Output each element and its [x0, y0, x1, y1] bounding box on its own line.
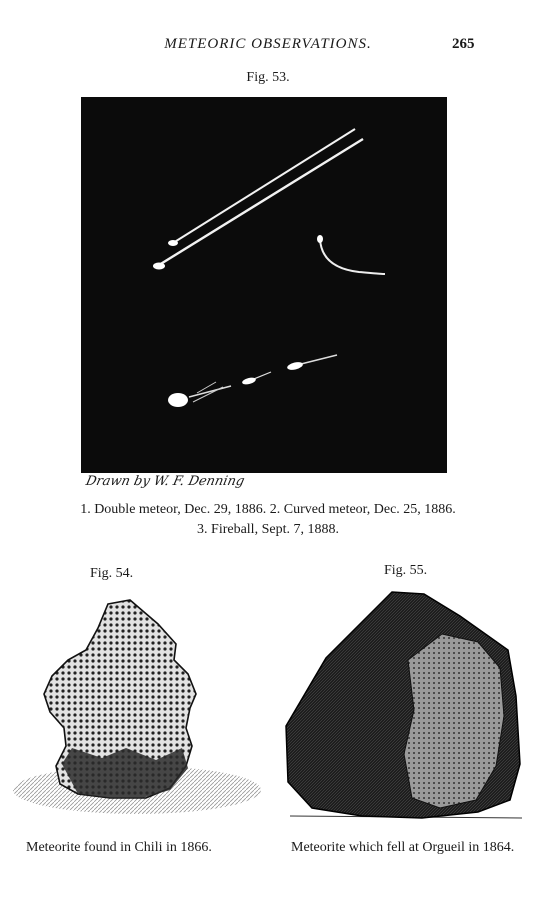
- figure-53-caption-line-1: 1. Double meteor, Dec. 29, 1886. 2. Curved meteor, Dec. 25, 1886.: [80, 502, 456, 517]
- double-meteor-head-upper: [168, 240, 178, 246]
- chili-meteorite-engraving: [6, 598, 268, 828]
- fireball-head: [168, 393, 188, 407]
- running-header: METEORIC OBSERVATIONS.: [164, 36, 372, 52]
- fireball-trail: [168, 355, 337, 407]
- chili-meteorite-drawing: [6, 598, 268, 828]
- curved-meteor-head: [317, 235, 323, 243]
- figure-55-caption: Meteorite which fell at Orgueil in 1864.: [291, 840, 515, 855]
- double-meteor-trail-upper: [173, 129, 355, 243]
- fireball-fragment: [241, 376, 256, 385]
- figure-53-label: Fig. 53.: [246, 70, 290, 85]
- orgueil-meteorite-engraving: [282, 586, 532, 830]
- orgueil-meteorite-drawing: [282, 586, 532, 830]
- page-number: 265: [452, 36, 475, 52]
- double-meteor-trail-lower: [159, 139, 363, 265]
- double-meteor-trails: [153, 129, 363, 270]
- meteor-night-sky-illustration: [81, 97, 447, 473]
- double-meteor-head-lower: [153, 263, 165, 270]
- meteor-drawing: [81, 97, 447, 473]
- figure-54-label: Fig. 54.: [90, 566, 134, 581]
- figure-53-caption-line-2: 3. Fireball, Sept. 7, 1888.: [197, 522, 339, 537]
- curved-meteor-trail: [317, 235, 385, 274]
- figure-54-caption: Meteorite found in Chili in 1866.: [26, 840, 212, 855]
- figure-55-label: Fig. 55.: [384, 563, 428, 578]
- artist-signature: Drawn by W. F. Denning: [84, 474, 246, 489]
- fireball-fragment: [286, 361, 303, 372]
